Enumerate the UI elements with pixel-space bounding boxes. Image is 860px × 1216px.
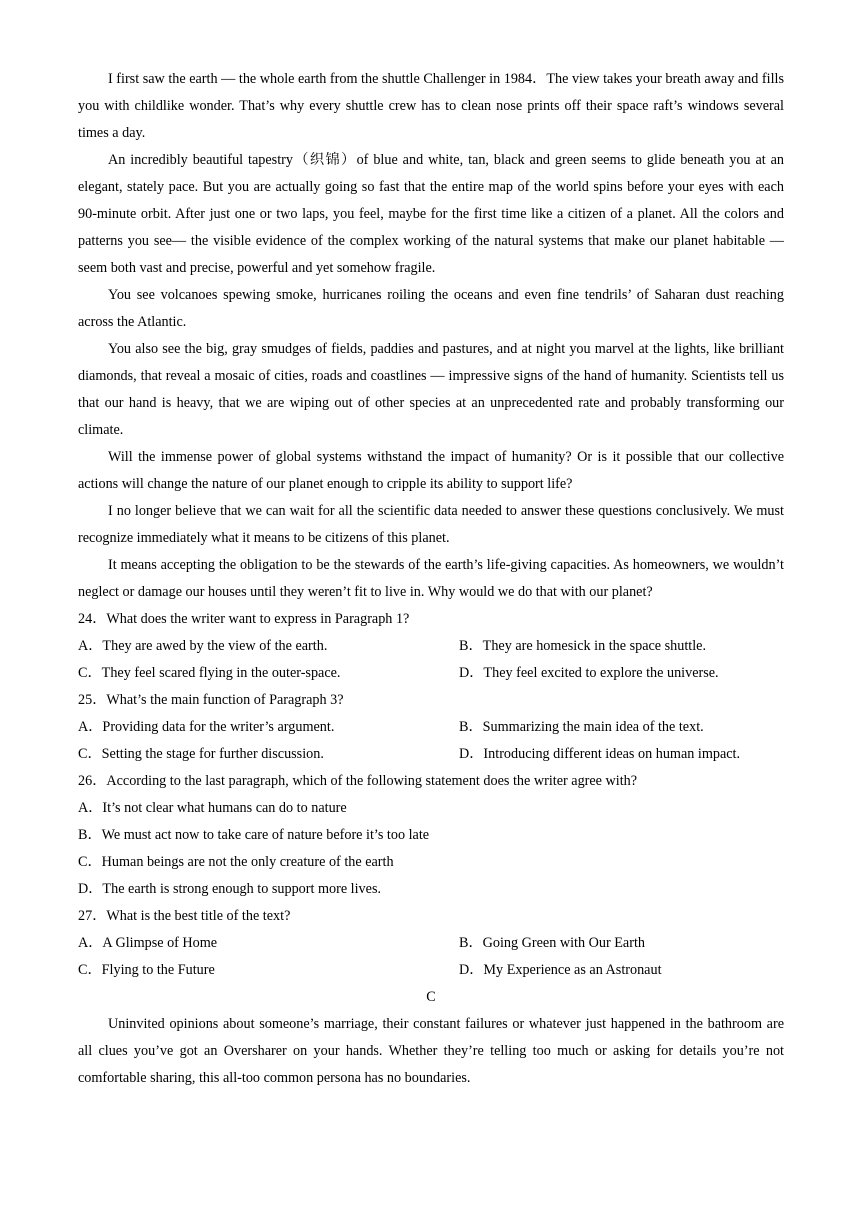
option-a: A．Providing data for the writer’s argument. xyxy=(78,719,335,735)
passage-b-paragraph-3: You see volcanoes spewing smoke, hurricanes roiling the oceans and even fine tendrils’ of Saharan dust reaching across the Atlantic. xyxy=(78,287,784,330)
question-stem: 24．What does the writer want to express in Paragraph 1? xyxy=(78,611,410,627)
option-c: C．They feel scared flying in the outer-space. xyxy=(78,665,341,681)
option-d: D．The earth is strong enough to support more lives. xyxy=(78,881,382,897)
question-26 xyxy=(78,768,784,903)
passage-c-paragraph-1: Uninvited opinions about someone’s marriage, their constant failures or whatever just happened in the bathroom are all clues you’ve got an Oversharer on your hands. Whether they’re telling too much or asking for details you’re not comfortable sharing, this all-too common persona has no boundaries. xyxy=(78,1016,784,1086)
passage-b-paragraph-1: I first saw the earth — the whole earth from the shuttle Challenger in 1984．The view takes your breath away and fills you with childlike wonder. That’s why every shuttle crew has to clean nose prints off their space raft’s windows several times a day. xyxy=(78,71,784,141)
section-label: C xyxy=(426,989,436,1005)
question-stem: 26．According to the last paragraph, which of the following statement does the writer agree with? xyxy=(78,773,638,789)
question-27 xyxy=(78,903,784,984)
option-b: B．Summarizing the main idea of the text. xyxy=(459,719,704,735)
option-c: C．Human beings are not the only creature of the earth xyxy=(78,854,394,870)
passage-b-paragraph-6: I no longer believe that we can wait for all the scientific data needed to answer these questions conclusively. We must recognize immediately what it means to be citizens of this planet. xyxy=(78,503,784,546)
option-a: A．It’s not clear what humans can do to nature xyxy=(78,800,347,816)
passage-b-paragraph-7: It means accepting the obligation to be the stewards of the earth’s life-giving capacities. As homeowners, we wouldn’t neglect or damage our houses until they weren’t fit to live in. Why would we do that with our planet? xyxy=(78,557,784,600)
option-d: D．My Experience as an Astronaut xyxy=(459,962,662,978)
option-row xyxy=(78,930,784,957)
passage-b-paragraph-4: You also see the big, gray smudges of fields, paddies and pastures, and at night you marvel at the lights, like brilliant diamonds, that reveal a mosaic of cities, roads and coastlines — impressive signs of the hand of humanity. Scientists tell us that our hand is heavy, that we are wiping out of other species at an unprecedented rate and probably transforming our climate. xyxy=(78,341,784,438)
option-row xyxy=(78,633,784,660)
passage-b xyxy=(78,66,784,606)
option-c: C．Setting the stage for further discussion. xyxy=(78,746,324,762)
passage-b-paragraph-2: An incredibly beautiful tapestry（织锦）of blue and white, tan, black and green seems to glide beneath you at an elegant, stately pace. But you are actually going so fast that the entire map of the world spins before your eyes with each 90-minute orbit. After just one or two laps, you feel, maybe for the first time like a citizen of a planet. All the colors and patterns you see— the visible evidence of the complex working of the natural systems that make our planet habitable — seem both vast and precise, powerful and yet somehow fragile. xyxy=(78,152,784,276)
option-d: D．Introducing different ideas on human impact. xyxy=(459,746,741,762)
option-b: B．They are homesick in the space shuttle. xyxy=(459,638,707,654)
passage-c xyxy=(78,984,784,1092)
passage-b-paragraph-5: Will the immense power of global systems withstand the impact of humanity? Or is it possible that our collective actions will change the nature of our planet enough to cripple its ability to support life? xyxy=(78,449,784,492)
option-row xyxy=(78,741,784,768)
question-stem: 25．What’s the main function of Paragraph 3? xyxy=(78,692,344,708)
option-row xyxy=(78,714,784,741)
question-24 xyxy=(78,606,784,687)
option-b: B．Going Green with Our Earth xyxy=(459,935,645,951)
option-d: D．They feel excited to explore the universe. xyxy=(459,665,719,681)
option-a: A．They are awed by the view of the earth. xyxy=(78,638,328,654)
option-b: B．We must act now to take care of nature before it’s too late xyxy=(78,827,430,843)
option-a: A．A Glimpse of Home xyxy=(78,935,218,951)
question-25 xyxy=(78,687,784,768)
question-stem: 27．What is the best title of the text? xyxy=(78,908,291,924)
option-row xyxy=(78,660,784,687)
option-c: C．Flying to the Future xyxy=(78,962,215,978)
exam-page xyxy=(78,66,784,1092)
option-row xyxy=(78,957,784,984)
